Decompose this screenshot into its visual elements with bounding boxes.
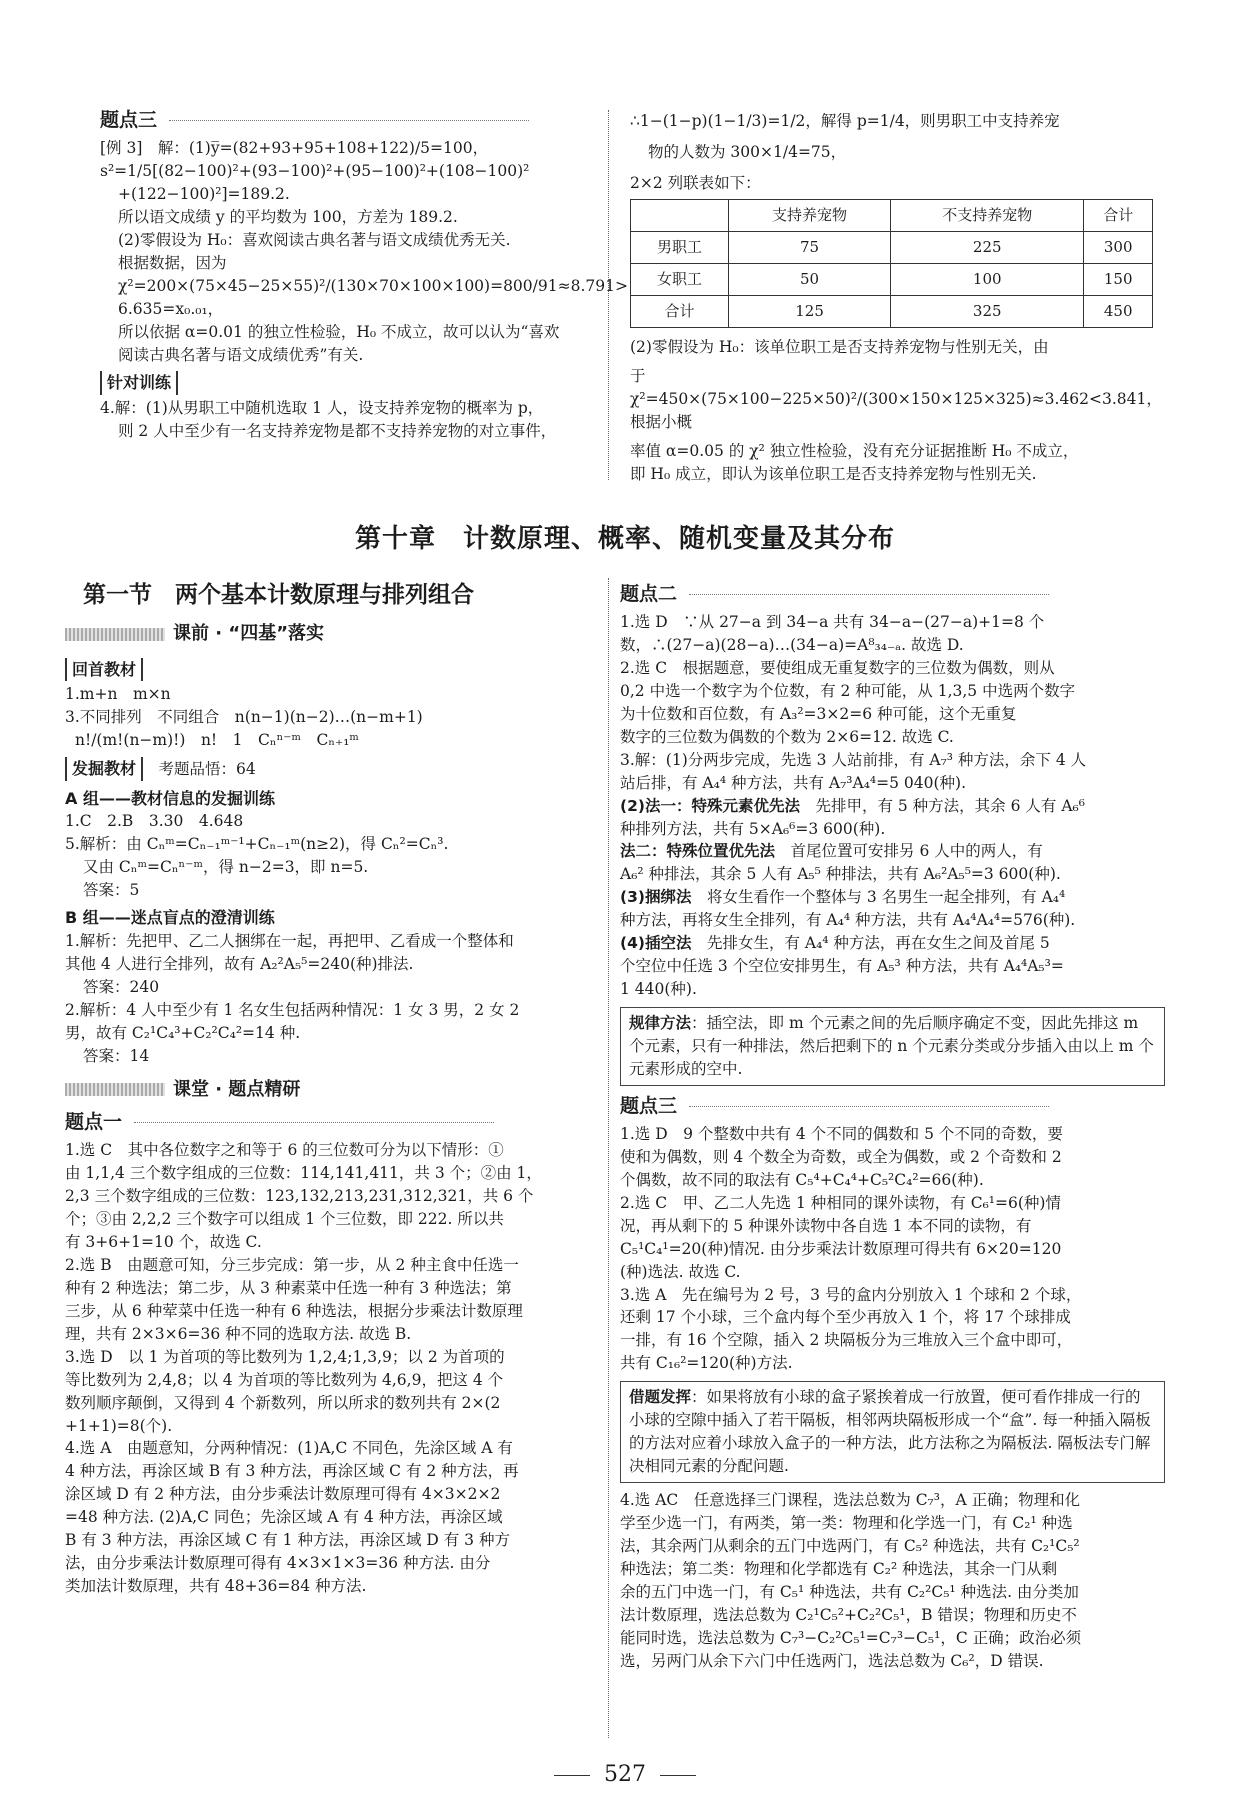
training-label: 针对训练 — [100, 371, 178, 395]
table-cell: 100 — [891, 263, 1084, 295]
text-line: 个；③由 2,2,2 三个数字可以组成 1 个三位数，即 222. 所以共 — [65, 1210, 504, 1229]
text-line: 一排，有 16 个空隙，插入 2 块隔板分为三堆放入三个盒中即可， — [620, 1331, 1073, 1350]
table-row — [631, 231, 1153, 263]
text-line: 2×2 列联表如下： — [630, 173, 761, 192]
table-header-cell: 不支持养宠物 — [891, 199, 1084, 231]
text-line: 2.解析：4 人中至少有 1 名女生包括两种情况：1 女 3 男，2 女 2 — [65, 1000, 520, 1019]
text-line: 等比数列为 2,4,8；以 4 为首项的等比数列为 4,6,9，把这 4 个 — [65, 1370, 504, 1389]
table-header-row — [631, 199, 1153, 231]
text-line: 阅读古典名著与语文成绩优秀”有关. — [118, 345, 364, 364]
text-line: (2)零假设为 H₀：喜欢阅读古典名著与语文成绩优秀无关. — [118, 230, 511, 249]
method-label: (3)捆绑法 — [620, 888, 692, 907]
text-line: +1+1)=8(个). — [65, 1416, 173, 1435]
text-line: 类加法计数原理，共有 48+36=84 种方法. — [65, 1577, 367, 1596]
text-line: A₆² 种排法，其余 5 人有 A₅⁵ 种排法，共有 A₆²A₅⁵=3 600(种). — [620, 865, 1061, 884]
text-line: 数列顺序颠倒，又得到 4 个新数列，所以所求的数列共有 2×(2 — [65, 1393, 501, 1412]
section-title: 第一节 两个基本计数原理与排列组合 — [83, 582, 474, 608]
text-line: 3.解：(1)分两步完成，先选 3 人站前排，有 A₇³ 种方法，余下 4 人 — [620, 750, 1087, 769]
text-line: 2.选 C 甲、乙二人先选 1 种相同的课外读物，有 C₆¹=6(种)情 — [620, 1193, 1061, 1212]
text-line: 即 H₀ 成立，即认为该单位职工是否支持养宠物与性别无关. — [630, 464, 1037, 483]
text-line: 1.m+n m×n — [65, 685, 171, 704]
text-line: 三步，从 6 种荤菜中任选一种有 6 种选法，根据分步乘法计数原理 — [65, 1301, 523, 1320]
text-line: 4.选 AC 任意选择三门课程，选法总数为 C₇³，A 正确；物理和化 — [620, 1491, 1081, 1510]
topic-heading: 题点三 — [100, 106, 605, 134]
text-line: 种有 2 种选法；第二步，从 3 种素菜中任选一种有 3 种选法；第 — [65, 1278, 512, 1297]
text-line: 种排列方法，共有 5×A₆⁶=3 600(种). — [620, 819, 886, 838]
text-line: 3.不同排列 不同组合 n(n−1)(n−2)…(n−m+1) — [65, 708, 423, 727]
text-line: 其他 4 人进行全排列，故有 A₂²A₅⁵=240(种)排法. — [65, 954, 414, 973]
top-right-column — [630, 110, 1160, 485]
text-line: 有 3+6+1=10 个，故选 C. — [65, 1233, 262, 1252]
table-header-cell: 支持养宠物 — [729, 199, 891, 231]
text-line: 使和为偶数，则 4 个数全为奇数，或全为偶数，或 2 个奇数和 2 — [620, 1147, 1062, 1166]
text-line: 男，故有 C₂¹C₄³+C₂²C₄²=14 种. — [65, 1023, 301, 1042]
table-row — [631, 295, 1153, 327]
text-line: =48 种方法. (2)A,C 同色；先涂区域 A 有 4 种方法，再涂区域 — [65, 1508, 503, 1527]
text-line: 余的五门中选一门，有 C₅¹ 种选法，共有 C₂²C₅¹ 种选法. 由分类加 — [620, 1582, 1079, 1601]
text-line: 0,2 中选一个数字为个位数，有 2 种可能，从 1,3,5 中选两个数字 — [620, 681, 1076, 700]
text-line: s²=1/5[(82−100)²+(93−100)²+(95−100)²+(108−100)² — [100, 162, 530, 181]
text-line: 还剩 17 个小球，三个盒内每个至少再放入 1 个，将 17 个球排成 — [620, 1308, 1071, 1327]
text-line: 法计数原理，选法总数为 C₂¹C₅²+C₂²C₅¹，B 错误；物理和历史不 — [620, 1605, 1077, 1624]
explore-label: 发掘教材 — [65, 757, 143, 781]
rule-method-box: 规律方法：插空法，即 m 个元素之间的先后顺序确定不变，因此先排这 m 个元素，只有一种排法，然后把剩下的 n 个元素分类或分步插入由以上 m 个元素形成的空中. — [620, 1007, 1165, 1086]
table-cell: 女职工 — [631, 263, 729, 295]
text-line: 3.选 D 以 1 为首项的等比数列为 1,2,4;1,3,9；以 2 为首项的 — [65, 1347, 505, 1366]
text-line: 共有 C₁₆²=120(种)方法. — [620, 1354, 793, 1373]
text-line: 个偶数，故不同的取法有 C₅⁴+C₄⁴+C₅²C₄²=66(种). — [620, 1170, 984, 1189]
text-line: 则 2 人中至少有一名支持养宠物是都不支持养宠物的对立事件， — [118, 422, 557, 441]
right-column — [620, 578, 1165, 1673]
text-line: 个空位中任选 3 个空位安排男生，有 A₅³ 种方法，共有 A₄⁴A₅³= — [620, 957, 1064, 976]
text-line: 选，另两门从余下六门中任选两门，选法总数为 C₆²，D 错误. — [620, 1651, 1044, 1670]
text-line: 数字的三位数为偶数的个数为 2×6=12. 故选 C. — [620, 727, 954, 746]
review-label: 回首教材 — [65, 658, 143, 682]
text-line: (3)捆绑法 将女生看作一个整体与 3 名男生一起全排列，有 A₄⁴ — [620, 888, 1066, 907]
text-line: 答案：5 — [83, 881, 140, 900]
left-column — [65, 578, 605, 1598]
topic-heading: 题点三 — [620, 1092, 1165, 1120]
text-line: [例 3] 解：(1)y̅=(82+93+95+108+122)/5=100， — [100, 139, 489, 158]
table-header-cell: 合计 — [1084, 199, 1153, 231]
text-line: 所以语文成绩 y 的平均数为 100，方差为 189.2. — [118, 207, 458, 226]
tip-box: 借题发挥：如果将放有小球的盒子紧挨着成一行放置，便可看作排成一行的小球的空隙中插入了若干隔板，相邻两块隔板形成一个“盒”. 每一种插入隔板的方法对应着小球放入盒子的一种方法，此方法称之为隔板法. 隔板法专门解决相同元素的分配问题. — [620, 1381, 1165, 1483]
text-line: 2,3 三个数字组成的三位数：123,132,213,231,312,321，共 6 个 — [65, 1187, 534, 1206]
pre-class-banner: 课前 · “四基”落实 — [65, 621, 605, 648]
text-line: 5.解析：由 Cₙᵐ=Cₙ₋₁ᵐ⁻¹+Cₙ₋₁ᵐ(n≥2)，得 Cₙ²=Cₙ³. — [65, 835, 449, 854]
chapter-title: 第十章 计数原理、概率、随机变量及其分布 — [354, 524, 895, 554]
text-line: 为十位数和百位数，有 A₃²=3×2=6 种可能，这个无重复 — [620, 704, 1017, 723]
text-line: 所以依据 α=0.01 的独立性检验，H₀ 不成立，故可以认为“喜欢 — [118, 322, 560, 341]
table-cell: 225 — [891, 231, 1084, 263]
group-a-title: A 组——教材信息的发掘训练 — [65, 788, 275, 808]
top-left-column — [100, 104, 628, 443]
table-cell: 75 — [729, 231, 891, 263]
text-line: 4 种方法，再涂区域 B 有 3 种方法，再涂区域 C 有 2 种方法，再 — [65, 1462, 519, 1481]
text-line: (2)零假设为 H₀：该单位职工是否支持养宠物与性别无关，由 — [630, 337, 1049, 356]
table-cell: 合计 — [631, 295, 729, 327]
text-line: 根据数据，因为 χ²=200×(75×45−25×55)²/(130×70×100×100)=800/91≈8.791> — [118, 253, 628, 295]
text-line: 种方法，再将女生全排列，有 A₄⁴ 种方法，共有 A₄⁴A₄⁴=576(种). — [620, 911, 1076, 930]
topic-heading: 题点一 — [65, 1108, 605, 1136]
table-cell — [631, 199, 729, 231]
table-cell: 125 — [729, 295, 891, 327]
text-line: 1.选 C 其中各位数字之和等于 6 的三位数可分为以下情形：① — [65, 1141, 504, 1160]
text-line: (种)选法. 故选 C. — [620, 1262, 741, 1281]
text-line: C₅¹C₄¹=20(种)情况. 由分步乘法计数原理可得共有 6×20=120 — [620, 1239, 1062, 1258]
text-line: 1.选 D 9 个整数中共有 4 个不同的偶数和 5 个不同的奇数，要 — [620, 1124, 1063, 1143]
text-line: 3.选 A 先在编号为 2 号，3 号的盒内分别放入 1 个球和 2 个球， — [620, 1285, 1082, 1304]
text-line: 法，其余两门从剩余的五门中选两门，有 C₅² 种选法，共有 C₂¹C₅² — [620, 1536, 1080, 1555]
text-line: 数，∴(27−a)(28−a)…(34−a)=A⁸₃₄₋ₐ. 故选 D. — [620, 636, 964, 655]
table-cell: 男职工 — [631, 231, 729, 263]
table-cell: 50 — [729, 263, 891, 295]
text-line: 答案：14 — [83, 1046, 150, 1065]
in-class-banner: 课堂 · 题点精研 — [65, 1077, 605, 1104]
text-line: 况，再从剩下的 5 种课外读物中各自选 1 本不同的读物，有 — [620, 1216, 1032, 1235]
text-line: 于 χ²=450×(75×100−225×50)²/(300×150×125×325)≈3.462<3.841，根据小概 — [630, 366, 1162, 431]
text-line: 4.选 A 由题意知，分两种情况：(1)A,C 不同色，先涂区域 A 有 — [65, 1439, 513, 1458]
text-line: 由 1,1,4 三个数字组成的三位数：114,141,411，共 3 个；②由 1， — [65, 1164, 542, 1183]
text-line: 站后排，有 A₄⁴ 种方法，共有 A₇³A₄⁴=5 040(种). — [620, 773, 967, 792]
text-line: 4.解：(1)从男职工中随机选取 1 人，设支持养宠物的概率为 p， — [100, 399, 544, 418]
text-line: 理，共有 2×3×6=36 种不同的选取方法. 故选 B. — [65, 1324, 412, 1343]
text-line: 种选法；第二类：物理和化学都选有 C₂² 种选法，其余一门从剩 — [620, 1559, 1058, 1578]
text-line: 1.解析：先把甲、乙二人捆绑在一起，再把甲、乙看成一个整体和 — [65, 931, 514, 950]
text-line: 涂区域 D 有 2 种方法，由分步乘法计数原理可得有 4×3×2×2 — [65, 1485, 501, 1504]
method-label: 法二：特殊位置优先法 — [620, 842, 776, 861]
table-cell: 150 — [1084, 263, 1153, 295]
text-line: 法二：特殊位置优先法 首尾位置可安排另 6 人中的两人，有 — [620, 842, 1043, 861]
text-line: 2.选 C 根据题意，要使组成无重复数字的三位数为偶数，则从 — [620, 658, 1055, 677]
method-label: (2)法一：特殊元素优先法 — [620, 796, 800, 815]
table-cell: 450 — [1084, 295, 1153, 327]
topic-heading: 题点二 — [620, 580, 1165, 608]
text-line: n!/(m!(n−m)!) n! 1 Cₙⁿ⁻ᵐ Cₙ₊₁ᵐ — [75, 731, 359, 750]
text-line: 答案：240 — [83, 977, 160, 996]
group-b-title: B 组——迷点盲点的澄清训练 — [65, 908, 275, 928]
text-line: 学至少选一门，有两类，第一类：物理和化学选一门，有 C₂¹ 种选 — [620, 1513, 1073, 1532]
text-line: 1 440(种). — [620, 980, 697, 999]
table-cell: 300 — [1084, 231, 1153, 263]
text-line: 物的人数为 300×1/4=75， — [648, 142, 847, 161]
text-line: +(122−100)²]=189.2. — [118, 184, 290, 203]
page-number: 527 — [0, 1762, 1250, 1787]
text-line: 能同时选，选法总数为 C₇³−C₂²C₅¹=C₇³−C₅¹，C 正确；政治必须 — [620, 1628, 1082, 1647]
text-line: B 有 3 种方法，再涂区域 C 有 1 种方法，再涂区域 D 有 3 种方 — [65, 1531, 510, 1550]
text-line: (2)法一：特殊元素优先法 先排甲，有 5 种方法，其余 6 人有 A₆⁶ — [620, 796, 1085, 815]
text-line: 又由 Cₙᵐ=Cₙⁿ⁻ᵐ，得 n−2=3，即 n=5. — [83, 858, 369, 877]
text-line: ∴1−(1−p)(1−1/3)=1/2，解得 p=1/4，则男职工中支持养宠 — [630, 112, 1060, 130]
text-line: 1.选 D ∵从 27−a 到 34−a 共有 34−a−(27−a)+1=8 个 — [620, 613, 1045, 632]
method-label: (4)插空法 — [620, 934, 692, 953]
column-divider — [608, 578, 609, 1738]
table-cell: 325 — [891, 295, 1084, 327]
text-line: 率值 α=0.05 的 χ² 独立性检验，没有充分证据推断 H₀ 不成立， — [630, 441, 1079, 460]
text-line: 6.635=x₀.₀₁， — [118, 299, 224, 318]
explore-note: 考题品悟：64 — [158, 760, 256, 779]
contingency-table — [630, 199, 1153, 328]
text-line: (4)插空法 先排女生，有 A₄⁴ 种方法，再在女生之间及首尾 5 — [620, 934, 1050, 953]
text-line: 2.选 B 由题意可知，分三步完成：第一步，从 2 种主食中任选一 — [65, 1255, 519, 1274]
text-line: 1.C 2.B 3.30 4.648 — [65, 812, 244, 831]
table-row — [631, 263, 1153, 295]
text-line: 法，由分步乘法计数原理可得有 4×3×1×3=36 种方法. 由分 — [65, 1554, 491, 1573]
column-divider — [608, 110, 609, 480]
